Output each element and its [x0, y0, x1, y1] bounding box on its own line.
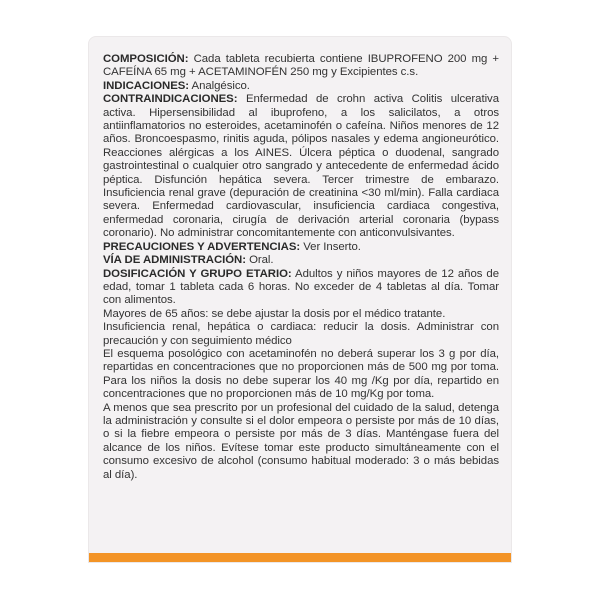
contraindications-label: CONTRAINDICACIONES: — [103, 93, 238, 106]
dosage-text: Adultos y niños mayores de 12 años de edad, tomar 1 tableta cada 6 horas. No exceder de 4 tabletas al día. Tomar con alimentos. — [103, 267, 499, 307]
contraindications-section — [103, 93, 499, 240]
package-panel — [88, 36, 512, 563]
composition-label: COMPOSICIÓN: — [103, 53, 189, 65]
dosage-label: DOSIFICACIÓN Y GRUPO ETARIO: — [103, 267, 292, 280]
precautions-section — [103, 241, 499, 254]
orange-accent-strip — [89, 553, 511, 562]
dosage-section — [103, 268, 499, 308]
indications-text: Analgésico. — [189, 79, 250, 92]
dosage-paragraph: Insuficiencia renal, hepática o cardiaca: reducir la dosis. Administrar con precaución y con seguimiento médico — [103, 321, 499, 347]
route-label: VÍA DE ADMINISTRACIÓN: — [103, 254, 246, 267]
dosage-paragraph: A menos que sea prescrito por un profesional del cuidado de la salud, detenga la administración y consulte si el dolor empeora o persiste por más de 10 días, o si la fiebre empeora o persiste por más de 3 días. Manténgase fuera del alcance de los niños. Evítese tomar este producto simultáneamente con el consumo excesivo de alcohol (consumo habitual moderado: 3 o más bebidas al día). — [103, 401, 499, 481]
leaflet-text — [103, 53, 499, 482]
dosage-paragraph: El esquema posológico con acetaminofén no deberá superar los 3 g por día, repartidas en concentraciones que no proporcionen más de 500 mg por toma. Para los niños la dosis no debe superar los 40 mg /Kg por día, repartido en concentraciones que no proporcionen más de 10 mg/Kg por toma. — [103, 347, 499, 401]
precautions-label: PRECAUCIONES Y ADVERTENCIAS: — [103, 240, 301, 253]
precautions-text: Ver Inserto. — [300, 240, 361, 253]
indications-section — [103, 80, 499, 93]
route-text: Oral. — [245, 254, 274, 267]
indications-label: INDICACIONES: — [103, 79, 190, 92]
composition-section — [103, 53, 499, 80]
route-section — [103, 254, 499, 267]
contraindications-text: Enfermedad de crohn activa Colitis ulcerativa activa. Hipersensibilidad al ibuprofeno, a los salicilatos, a otros antiinflamatorios no esteroides, acetaminofén o cafeína. Niños menores de 12 años. Broncoespasmo, rinitis aguda, pólipos nasales y edema angioneurótico. Reacciones alérgicas a los AINES. Úlcera péptica o duodenal, sangrado gastrointestinal o cualquier otro sangrado y antecedente de enfermedad ácido péptica. Disfunción hepática severa. Tercer trimestre de embarazo. Insuficiencia renal grave (depuración de creatinina <30 ml/min). Falla cardiaca severa. Enfermedad cardiovascular, insuficiencia cardiaca congestiva, enfermedad coronaria, cirugía de derivación arterial coronaria (bypass coronario). No administrar concomitantemente con anticonvulsivantes. — [103, 93, 499, 240]
dosage-paragraph: Mayores de 65 años: se debe ajustar la dosis por el médico tratante. — [103, 307, 446, 320]
composition-text: Cada tableta recubierta contiene IBUPROFENO 200 mg + CAFEÍNA 65 mg + ACETAMINOFÉN 250 mg y Excipientes c.s. — [103, 53, 499, 79]
